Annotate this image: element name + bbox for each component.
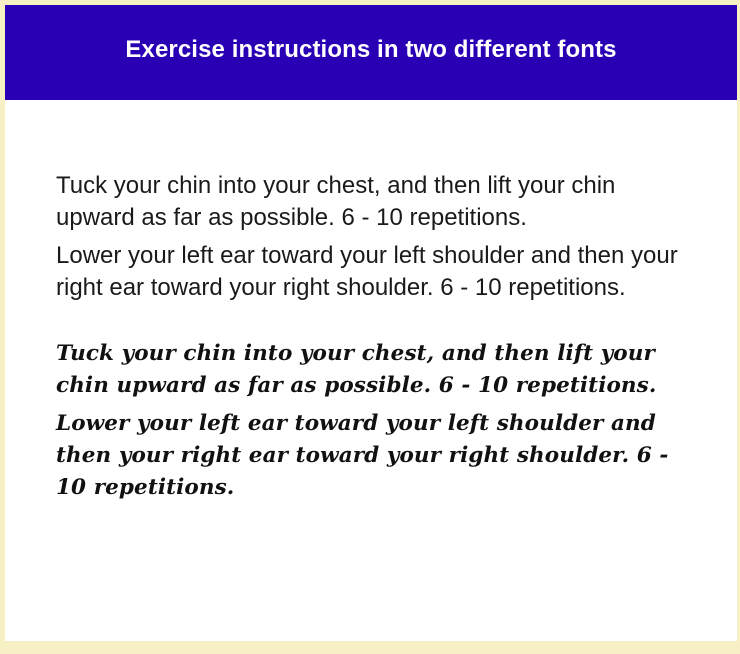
header-banner — [5, 5, 737, 100]
instruction-paragraph-chin: Tuck your chin into your chest, and then lift your chin upward as far as possible. 6 - 10 repetitions. — [56, 172, 616, 231]
instruction-paragraph-ear: Lower your left ear toward your left shoulder and then your right ear toward your right shoulder. 6 - 10 repetitions. — [56, 242, 678, 301]
page-title: Exercise instructions in two different fonts — [125, 35, 617, 63]
script-font-instructions — [56, 338, 696, 504]
instructions-card — [5, 5, 737, 641]
instruction-paragraph-chin-script: Tuck your chin into your chest, and then lift your chin upward as far as possible. 6 - 10 repetitions. — [56, 341, 657, 398]
plain-font-instructions — [56, 170, 696, 304]
instructions-content — [56, 170, 696, 510]
instruction-paragraph-ear-script: Lower your left ear toward your left shoulder and then your right ear toward your right shoulder. 6 - 10 repetitions. — [56, 411, 669, 500]
